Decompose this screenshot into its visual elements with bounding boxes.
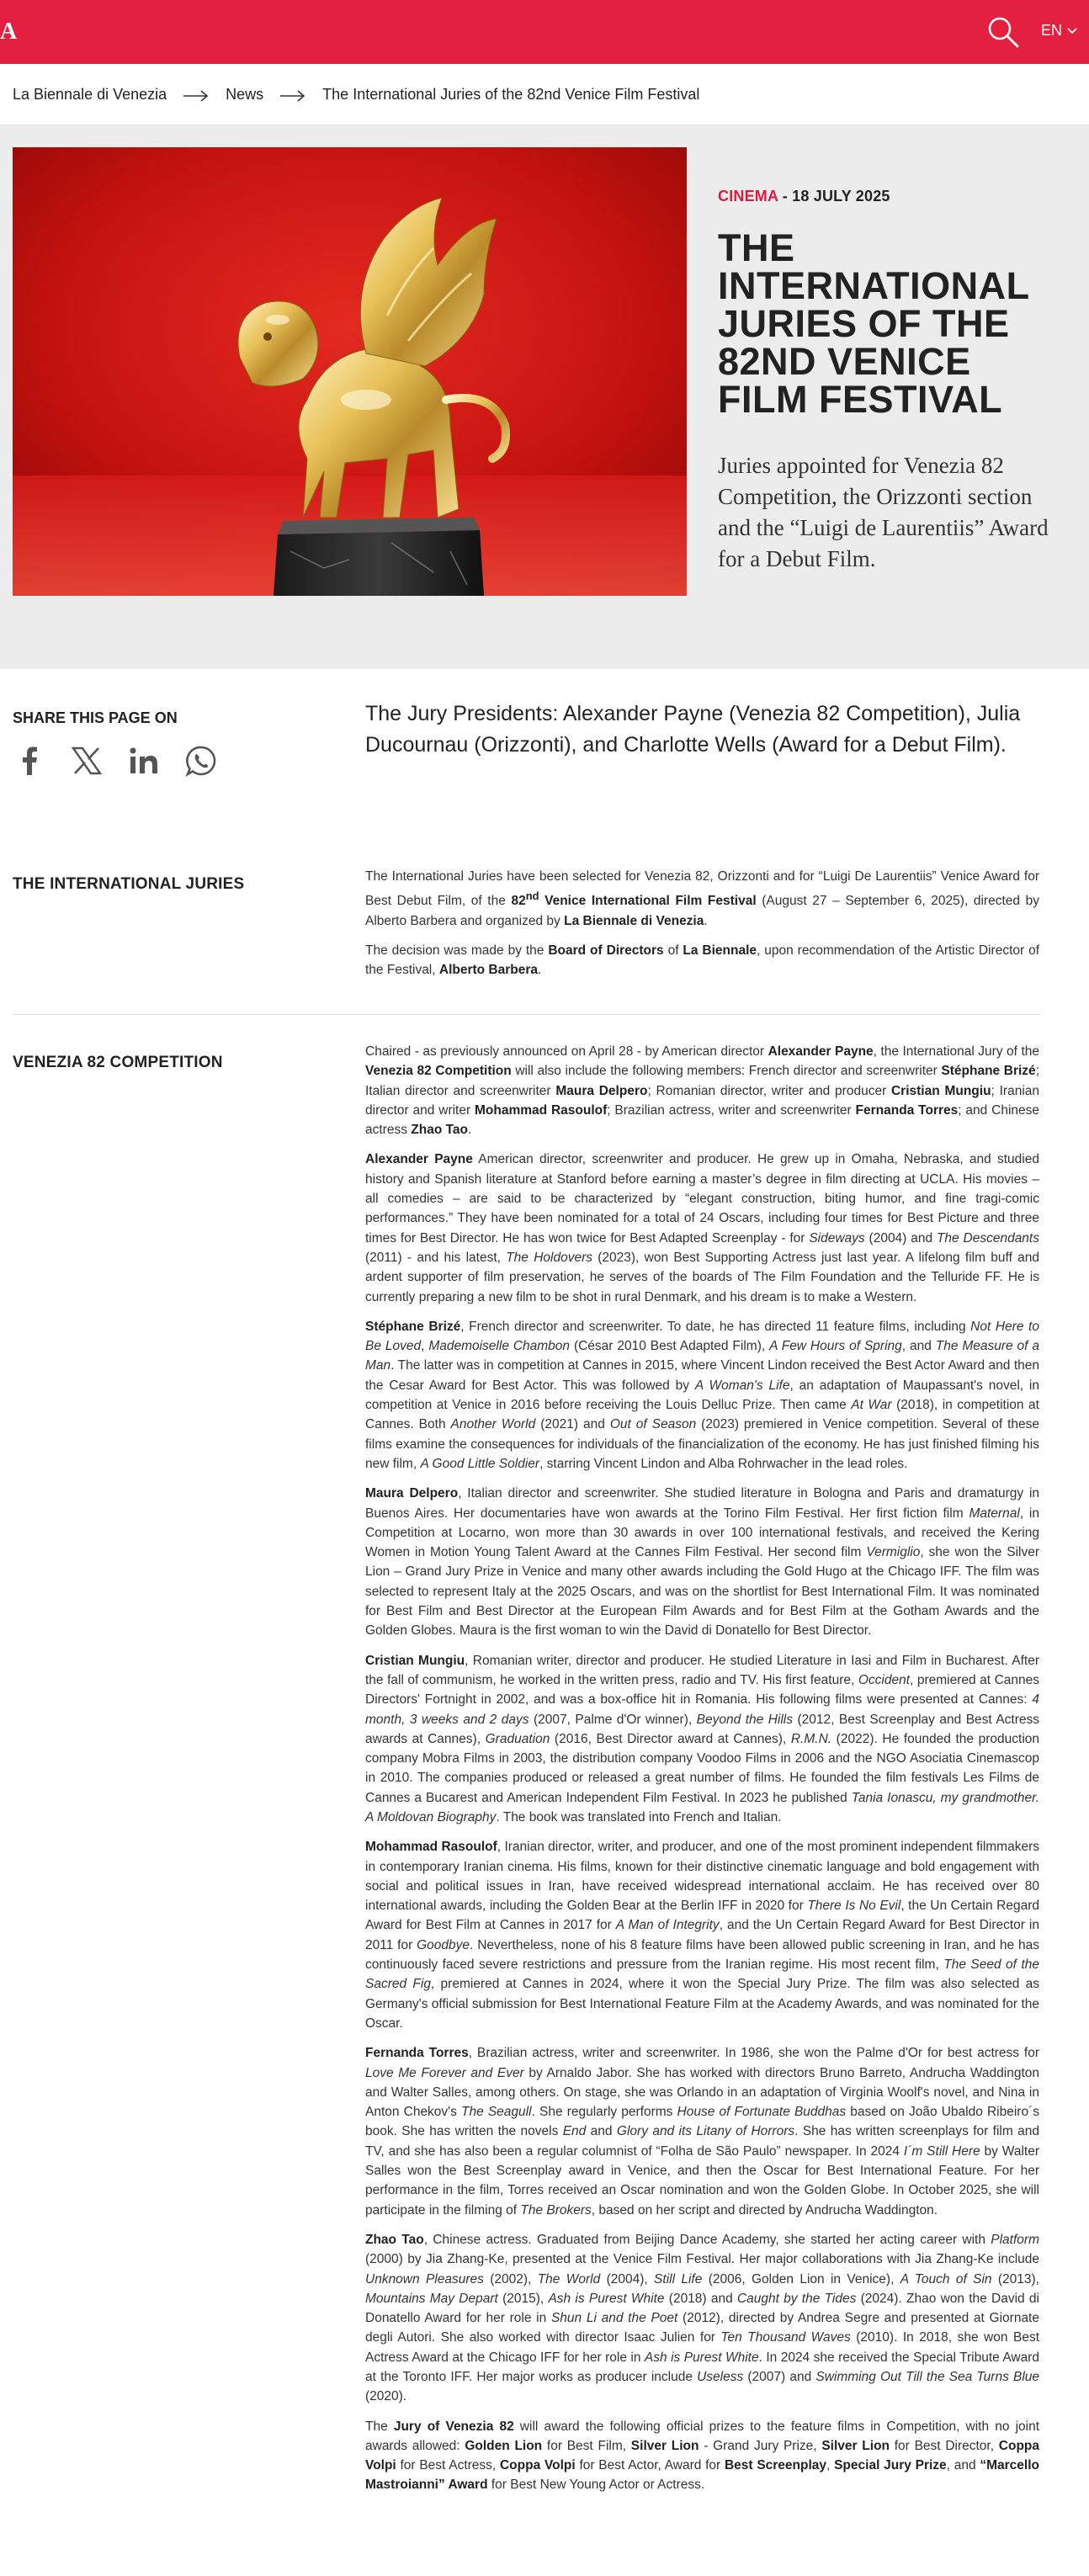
juries-paragraph-1: The International Juries have been selected for Venezia 82, Orizzonti and for “Luigi De Laurentiis” Venice Award for Best Debut Film, of the 82nd Venice International Film Festival (August 27 – September 6, 2025), directed by Alberto Barbera and organized by La Biennale di Venezia. [365,869,1039,928]
arrow-right-icon [280,88,305,100]
page-title: THE INTERNATIONAL JURIES OF THE 82ND VENICE FILM FESTIVAL [718,226,1029,421]
breadcrumb [0,64,1089,125]
bio-alexander-payne: Alexander Payne American director, screenwriter and producer. He grew up in Omaha, Nebraska, and studied history and Spanish literature at Stanford before earning a master’s degree in film directing at UCLA. His movies – all comedies – are said to be characterized by “elegant construction, biting humor, and fine tragi-comic performances.” They have been nominated for a total of 24 Oscars, including four times for Best Picture and three times for Best Director. He has won twice for Best Adapted Screenplay - for Sideways (2004) and The Descendants (2011) - and his latest, The Holdovers (2023), won Best Supporting Actress just last year. A lifelong film buff and ardent supporter of film preservation, he serves of the boards of The Film Foundation and the Telluride FF. He is currently preparing a new film to be shot in rural Denmark, and his dream is to make a Western. [365,1152,1040,1304]
language-selector[interactable] [1041,22,1077,40]
share-label: SHARE THIS PAGE ON [13,709,178,726]
arrow-right-icon [183,88,209,100]
meta-separator: - [778,188,793,204]
breadcrumb-news[interactable]: News [226,85,264,103]
bio-maura-delpero: Maura Delpero, Italian director and screenwriter. She studied literature in Bologna and Paris and dramaturgy in Buenos Aires. Her documentaries have won awards at the Torino Film Festival. Her first fiction film Maternal, in Competition at Locarno, won more than 30 awards in over 100 international festivals, and received the Kering Women in Motion Young Talent Award at the Cannes Film Festival. Her second film Vermiglio, she won the Silver Lion – Grand Jury Prize in Venice and many other awards including the Gold Hugo at the Chicago IFF. The film was selected to represent Italy at the 2025 Oscars, and was on the shortlist for Best International Film. It was nominated for Best Film and Best Director at the European Film Awards and for Best Film at the Gotham Awards and the Golden Globes. Maura is the first woman to win the David di Donatello for Best Director. [365,1486,1040,1639]
section-heading-international-juries: THE INTERNATIONAL JURIES [13,875,245,893]
top-bar [0,0,1089,64]
bio-cristian-mungiu: Cristian Mungiu, Romanian writer, director and producer. He studied Literature in Iasi and Film in Bucharest. After the fall of communism, he worked in the written press, radio and TV. His first feature, Occident, premiered at Cannes Directors' Fortnight in 2002, and was a box-office hit in Romania. His following films were presented at Cannes: 4 month, 3 weeks and 2 days (2007, Palme d'Or winner), Beyond the Hills (2012, Best Screenplay and Best Actress awards at Cannes), Graduation (2016, Best Director award at Cannes), R.M.N. (2022). He founded the production company Mobra Films in 2003, the distribution company Voodoo Films in 2006 and the NGO Asociatia Cinemascop in 2010. The companies produced or released a great number of films. He founded the film festivals Les Films de Cannes a Bucarest and American Independent Film Festival. In 2023 he published Tania Ionascu, my grandmother. A Moldovan Biography. The book was translated into French and Italian. [365,1653,1040,1824]
whatsapp-icon[interactable] [184,744,218,778]
language-label: EN [1040,22,1062,39]
article-meta [718,188,1054,205]
hero [0,125,1089,669]
facebook-icon[interactable] [13,744,46,778]
article-date: 18 JULY 2025 [792,188,890,204]
competition-intro: Chaired - as previously announced on April 28 - by American director Alexander Payne, the International Jury of the Venezia 82 Competition will also include the following members: French director and screenwriter Stéphane Brizé; Italian director and screenwriter Maura Delpero; Romanian director, writer and producer Cristian Mungiu; Iranian director and writer Mohammad Rasoulof; Brazilian actress, writer and screenwriter Fernanda Torres; and Chinese actress Zhao Tao. [365,1044,1040,1138]
site-logo[interactable]: A [0,19,18,45]
chevron-down-icon [1067,25,1077,37]
search-icon[interactable] [986,15,1020,49]
juries-paragraph-2: The decision was made by the Board of Directors of La Biennale, upon recommendation of the Artistic Director of the Festival, Alberto Barbera. [365,943,1040,978]
lead-paragraph: The Jury Presidents: Alexander Payne (Venezia 82 Competition), Julia Ducournau (Orizzonti), and Charlotte Wells (Award for a Debut Film). [365,702,1021,757]
section-divider [13,1014,1039,1015]
breadcrumb-home[interactable]: La Biennale di Venezia [13,85,167,103]
section-heading-competition: VENEZIA 82 COMPETITION [13,1054,223,1071]
bio-zhao-tao: Zhao Tao, Chinese actress. Graduated from Beijing Dance Academy, she started her acting career with Platform (2000) by Jia Zhang-Ke, presented at the Venice Film Festival. Her major collaborations with Jia Zhang-Ke include Unknown Pleasures (2002), The World (2004), Still Life (2006, Golden Lion in Venice), A Touch of Sin (2013), Mountains May Depart (2015), Ash is Purest White (2018) and Caught by the Tides (2024). Zhao won the David di Donatello Award for her role in Shun Li and the Poet (2012), directed by Andrea Segre and presented at Giornate degli Autori. She also worked with director Isaac Julien for Ten Thousand Waves (2010). In 2018, she won Best Actress Award at the Chicago IFF for her role in Ash is Purest White. In 2024 she received the Special Tribute Award at the Toronto IFF. Her major works as producer include Useless (2007) and Swimming Out Till the Sea Turns Blue (2020). [365,2232,1039,2404]
competition-body [365,1042,1039,2505]
hero-text [718,188,1054,575]
x-icon[interactable] [70,744,104,778]
breadcrumb-current: The International Juries of the 82nd Venice Film Festival [322,85,700,103]
bio-stephane-brize: Stéphane Brizé, French director and screenwriter. To date, he has directed 11 feature films, including Not Here to Be Loved, Mademoiselle Chambon (César 2010 Best Adapted Film), A Few Hours of Spring, and The Measure of a Man. The latter was in competition at Cannes in 2015, where Vincent Lindon received the Best Actor Award and then the Cesar Award for Best Actor. This was followed by A Woman's Life, an adaptation of Maupassant's novel, in competition at Venice in 2016 before receiving the Louis Delluc Prize. Then came At War (2018), in competition at Cannes. Both Another World (2021) and Out of Season (2023) premiered in Venice competition. Several of these films examine the consequences for individuals of the financialization of the economy. He has just finished filming his new film, A Good Little Soldier, starring Vincent Lindon and Alba Rohrwacher in the lead roles. [365,1319,1040,1471]
golden-lion-photo [13,147,687,596]
bio-mohammad-rasoulof: Mohammad Rasoulof, Iranian director, writer, and producer, and one of the most prominent independent filmmakers in contemporary Iranian cinema. His films, known for their distinctive cinematic language and bold engagement with social and political issues in Iran, have received widespread international acclaim. He has received over 80 international awards, including the Golden Bear at the Berlin IFF in 2020 for There Is No Evil, the Un Certain Regard Award for Best Film at Cannes in 2017 for A Man of Integrity, and the Un Certain Regard Award for Best Director in 2011 for Goodbye. Nevertheless, none of his 8 feature films have been allowed public screening in Iran, and he has continuously faced severe restrictions and pressure from the Iranian regime. His most recent film, The Seed of the Sacred Fig, premiered at Cannes in 2024, where it won the Special Jury Prize. The film was also selected as Germany's official submission for Best International Feature Film at the Academy Awards, and was nominated for the Oscar. [365,1840,1039,2031]
linkedin-icon[interactable] [127,744,161,778]
share-block [13,709,218,778]
prizes-paragraph: The Jury of Venezia 82 will award the following official prizes to the feature films in Competition, with no joint awards allowed: Golden Lion for Best Film, Silver Lion - Grand Jury Prize, Silver Lion for Best Director, Coppa Volpi for Best Actress, Coppa Volpi for Best Actor, Award for Best Screenplay, Special Jury Prize, and “Marcello Mastroianni” Award for Best New Young Actor or Actress. [365,2419,1040,2493]
international-juries-body [365,867,1039,991]
page-subtitle: Juries appointed for Venezia 82 Competition, the Orizzonti section and the “Luigi de Laurentiis” Award for a Debut Film. [718,453,1049,571]
bio-fernanda-torres: Fernanda Torres, Brazilian actress, writer and screenwriter. In 1986, she won the Palme d'Or for best actress for Love Me Forever and Ever by Arnaldo Jabor. She has worked with directors Bruno Barreto, Andrucha Waddington and Walter Salles, among others. On stage, she was Orlando in an adaptation of Virginia Woolf's novel, and Nina in Anton Chekov's The Seagull. She regularly performs House of Fortunate Buddhas based on João Ubaldo Ribeiro´s book. She has written the novels End and Glory and its Litany of Horrors. She has written screenplays for film and TV, and she has also been a regular columnist of “Folha de São Paulo” newspaper. In 2024 I´m Still Here by Walter Salles won the Best Screenplay award in Venice, and then the Oscar for Best International Feature. For her performance in the film, Torres received an Oscar nomination and won the Golden Globe. In October 2025, she will participate in the filming of The Brokers, based on her script and directed by Andrucha Waddington. [365,2046,1039,2217]
category-label[interactable]: CINEMA [718,188,778,204]
